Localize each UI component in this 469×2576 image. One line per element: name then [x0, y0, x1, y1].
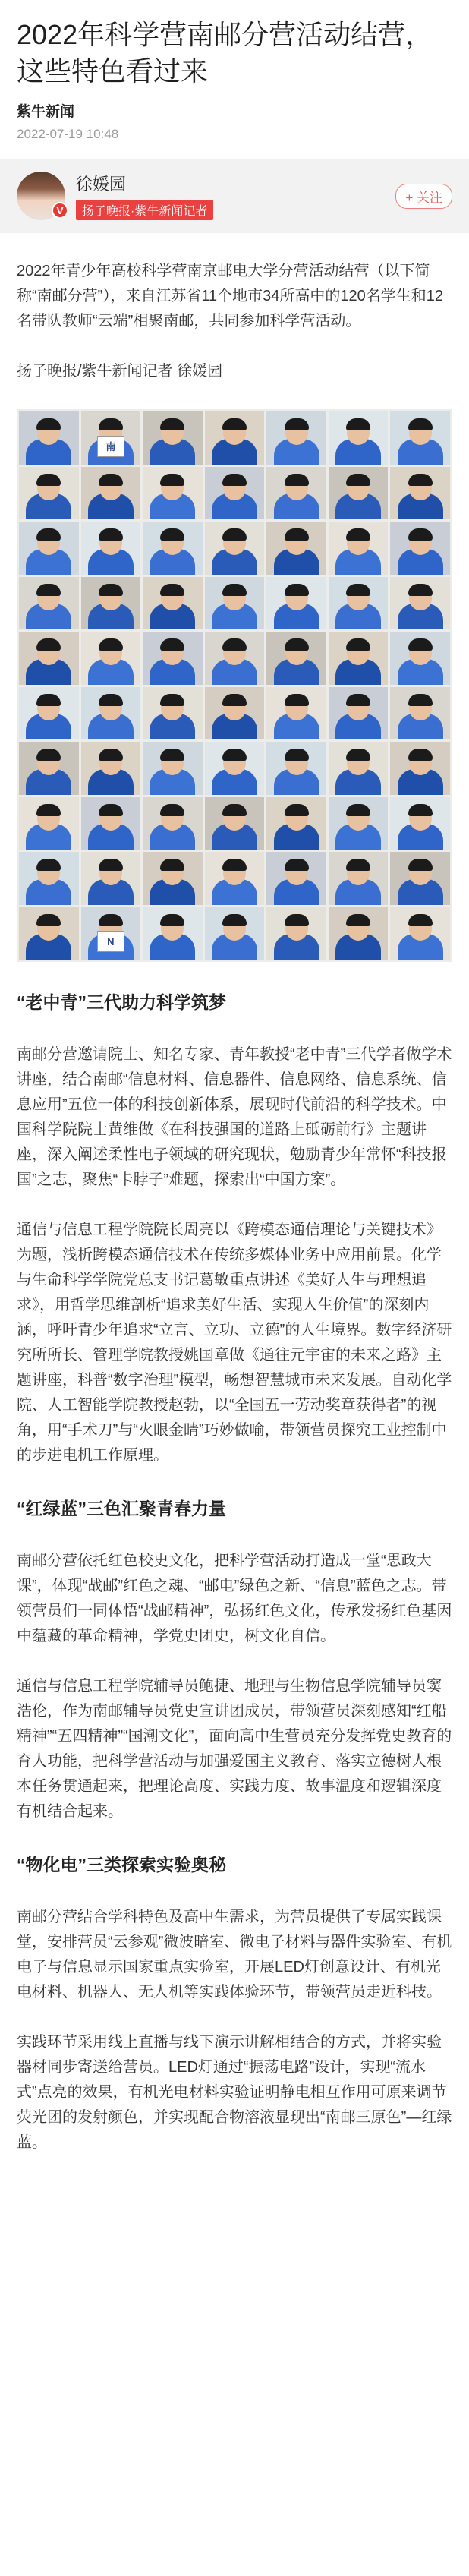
student-video-tile: [266, 577, 326, 630]
student-video-tile: [390, 632, 450, 685]
student-video-tile: [19, 632, 79, 685]
student-hair: [160, 528, 184, 541]
student-hair: [408, 694, 433, 706]
student-video-tile: [329, 742, 389, 795]
student-video-tile: [19, 907, 79, 960]
byline: 扬子晚报/紫牛新闻记者 徐媛园: [17, 363, 223, 380]
student-video-tile: [81, 687, 141, 740]
student-hair: [346, 528, 370, 541]
student-hair: [285, 859, 309, 871]
student-video-tile: [19, 522, 79, 575]
student-video-tile: [205, 797, 265, 850]
author-name[interactable]: 徐媛园: [76, 175, 127, 194]
student-hair: [99, 694, 123, 706]
student-hair: [285, 584, 309, 596]
section1-paragraph-1: 南邮分营邀请院士、知名专家、青年教授“老中青”三代学者做学术讲座，结合南邮“信息材料、信息器件、信息网络、信息系统、信息应用”五位一体的科技创新体系，展现时代前沿的科学技术。中国科学院院士黄维做《在科技强国的道路上砥砺前行》主题讲座，深入阐述柔性电子领域的研究现状，勉励青少年常怀“科技报国”之志，聚焦“卡脖子”难题，探索出“中国方案”。: [17, 1046, 452, 1188]
section-heading-3: “物化电”三类探索实验奥秘: [17, 1855, 226, 1874]
student-video-tile: [390, 411, 450, 465]
student-hair: [160, 584, 184, 596]
student-hair: [222, 418, 247, 430]
student-hair: [346, 694, 370, 706]
verified-icon: V: [52, 202, 68, 219]
student-video-tile: [266, 687, 326, 740]
student-video-tile: [390, 797, 450, 850]
student-video-tile: [81, 522, 141, 575]
student-video-tile: [143, 522, 203, 575]
student-video-tile: [205, 852, 265, 905]
student-video-tile: [19, 467, 79, 520]
student-video-tile: [19, 852, 79, 905]
author-tag: 扬子晚报·紫牛新闻记者: [76, 200, 213, 220]
student-hair: [285, 528, 309, 541]
student-video-tile: [329, 687, 389, 740]
student-video-tile: [205, 907, 265, 960]
student-hair: [36, 474, 61, 486]
student-hair: [160, 749, 184, 761]
student-video-tile: [329, 522, 389, 575]
section-heading-2: “红绿蓝”三色汇聚青春力量: [17, 1499, 226, 1518]
student-video-tile: [205, 687, 265, 740]
student-hair: [222, 584, 247, 596]
student-hair: [36, 528, 61, 541]
student-hair: [99, 638, 123, 651]
student-video-tile: [329, 797, 389, 850]
student-hair: [285, 804, 309, 816]
student-video-tile: [81, 577, 141, 630]
student-video-tile: [81, 797, 141, 850]
student-video-tile: [143, 852, 203, 905]
student-hair: [285, 418, 309, 430]
student-video-tile: [143, 687, 203, 740]
article-body: [0, 259, 469, 2155]
student-video-tile: [329, 907, 389, 960]
section-heading-1: “老中青”三代助力科学筑梦: [17, 992, 226, 1012]
author-card[interactable]: [0, 159, 469, 233]
student-hair: [99, 859, 123, 871]
student-hair: [222, 638, 247, 651]
student-hair: [285, 694, 309, 706]
held-sign: N: [97, 931, 124, 952]
student-hair: [222, 694, 247, 706]
student-video-tile: [143, 632, 203, 685]
student-hair: [408, 474, 433, 486]
student-hair: [36, 584, 61, 596]
student-hair: [160, 474, 184, 486]
student-hair: [222, 474, 247, 486]
student-video-tile: [266, 742, 326, 795]
student-hair: [36, 418, 61, 430]
group-photo-wall[interactable]: [17, 409, 452, 962]
student-video-tile: [329, 411, 389, 465]
student-video-tile: [266, 852, 326, 905]
student-video-tile: [19, 577, 79, 630]
student-video-tile: [81, 411, 141, 465]
student-video-tile: [329, 577, 389, 630]
student-video-tile: [266, 797, 326, 850]
student-video-tile: [266, 522, 326, 575]
student-hair: [346, 804, 370, 816]
student-video-tile: [266, 411, 326, 465]
article-title: 2022年科学营南邮分营活动结营，这些特色看过来: [17, 19, 433, 87]
student-video-tile: [205, 632, 265, 685]
publish-time: 2022-07-19 10:48: [17, 127, 119, 141]
student-hair: [160, 914, 184, 926]
held-sign: 南: [97, 436, 124, 457]
student-video-tile: [390, 852, 450, 905]
student-video-tile: [143, 797, 203, 850]
student-hair: [346, 584, 370, 596]
student-hair: [285, 638, 309, 651]
student-hair: [99, 584, 123, 596]
student-hair: [99, 528, 123, 541]
student-video-tile: [329, 852, 389, 905]
student-hair: [408, 584, 433, 596]
student-video-tile: [19, 411, 79, 465]
student-video-tile: [19, 687, 79, 740]
student-hair: [346, 638, 370, 651]
student-hair: [36, 749, 61, 761]
article-source[interactable]: 紫牛新闻: [17, 104, 75, 120]
student-video-tile: [205, 411, 265, 465]
student-video-tile: [329, 467, 389, 520]
follow-button[interactable]: + 关注: [395, 184, 452, 209]
student-video-tile: [143, 742, 203, 795]
student-hair: [408, 638, 433, 651]
student-video-tile: [266, 632, 326, 685]
student-video-tile: [205, 467, 265, 520]
student-hair: [285, 749, 309, 761]
author-avatar[interactable]: [17, 172, 65, 220]
student-video-tile: [390, 467, 450, 520]
student-hair: [346, 859, 370, 871]
student-video-tile: [81, 742, 141, 795]
student-hair: [36, 914, 61, 926]
student-video-tile: [390, 577, 450, 630]
student-hair: [36, 638, 61, 651]
student-video-tile: [390, 742, 450, 795]
section2-paragraph-1: 南邮分营依托红色校史文化，把科学营活动打造成一堂“思政大课”，体现“战邮”红色之魂、“邮电”绿色之新、“信息”蓝色之志。带领营员们一同体悟“战邮精神”，弘扬红色文化，传承发扬红色基因中蕴藏的革命精神，学党史团史，树文化自信。: [17, 1553, 452, 1644]
student-hair: [285, 474, 309, 486]
student-video-tile: [81, 852, 141, 905]
student-hair: [99, 914, 123, 926]
student-video-tile: [143, 907, 203, 960]
student-video-tile: [266, 907, 326, 960]
student-hair: [99, 804, 123, 816]
section1-paragraph-2: 通信与信息工程学院院长周亮以《跨模态通信理论与关键技术》为题，浅析跨模态通信技术在传统多媒体业务中应用前景。化学与生命科学学院党总支书记葛敏重点讲述《美好人生与理想追求》，用哲学思维剖析“追求美好生活、实现人生价值”的深刻内涵，呼吁青少年追求“立言、立功、立德”的人生境界。数字经济研究所所长、管理学院教授姚国章做《通往元宇宙的未来之路》主题讲座，科普“数字治理”模型，畅想智慧城市未来发展。自动化学院、人工智能学院教授赵勃，以“全国五一劳动奖章获得者”的视角，用“手术刀”与“火眼金睛”巧妙做喻，带领营员探究工业控制中的步进电机工作原理。: [17, 1222, 452, 1464]
student-video-tile: [205, 577, 265, 630]
student-hair: [346, 474, 370, 486]
author-info: [76, 172, 395, 220]
student-hair: [408, 528, 433, 541]
student-hair: [408, 749, 433, 761]
student-video-tile: [143, 467, 203, 520]
student-hair: [36, 694, 61, 706]
student-video-tile: [329, 632, 389, 685]
student-video-tile: [19, 742, 79, 795]
student-video-tile: [390, 687, 450, 740]
student-hair: [160, 694, 184, 706]
student-video-tile: [390, 522, 450, 575]
student-video-tile: [143, 411, 203, 465]
student-hair: [222, 749, 247, 761]
student-hair: [160, 859, 184, 871]
student-hair: [36, 804, 61, 816]
student-video-tile: [143, 577, 203, 630]
section2-paragraph-2: 通信与信息工程学院辅导员鲍捷、地理与生物信息学院辅导员窦浩伦，作为南邮辅导员党史宣讲团成员，带领营员深刻感知“红船精神”“五四精神”“国潮文化”，面向高中生营员充分发挥党史教育的育人功能，把科学营活动与加强爱国主义教育、落实立德树人根本任务贯通起来，把理论高度、实践力度、故事温度和逻辑深度有机结合起来。: [17, 1678, 452, 1820]
student-hair: [160, 418, 184, 430]
student-hair: [346, 914, 370, 926]
student-hair: [99, 749, 123, 761]
student-video-tile: [81, 632, 141, 685]
student-video-tile: [205, 742, 265, 795]
student-hair: [222, 914, 247, 926]
section3-paragraph-2: 实践环节采用线上直播与线下演示讲解相结合的方式，并将实验器材同步寄送给营员。LED灯通过“振荡电路”设计，实现“流水式”点亮的效果，有机光电材料实验证明静电相互作用可原来调节荧光团的发射颜色，并实现配合物溶液显现出“南邮三原色”—红绿蓝。: [17, 2034, 452, 2151]
student-video-tile: [266, 467, 326, 520]
student-hair: [222, 859, 247, 871]
student-video-tile: [81, 467, 141, 520]
intro-paragraph: 2022年青少年高校科学营南京邮电大学分营活动结营（以下简称“南邮分营”），来自江苏省11个地市34所高中的120名学生和12名带队教师“云端”相聚南邮，共同参加科学营活动。: [17, 263, 443, 329]
student-hair: [36, 859, 61, 871]
student-hair: [222, 804, 247, 816]
student-hair: [408, 859, 433, 871]
student-hair: [346, 749, 370, 761]
student-video-tile: [390, 907, 450, 960]
student-hair: [99, 418, 123, 430]
student-hair: [408, 804, 433, 816]
article-header: [0, 0, 469, 142]
student-hair: [222, 528, 247, 541]
section3-paragraph-1: 南邮分营结合学科特色及高中生需求，为营员提供了专属实践课堂，安排营员“云参观”微波暗室、微电子材料与器件实验室、有机电子与信息显示国家重点实验室，开展LED灯创意设计、有机光电材料、机器人、无人机等实践体验环节，带领营员走近科技。: [17, 1909, 452, 2001]
student-video-tile: [205, 522, 265, 575]
student-hair: [346, 418, 370, 430]
student-hair: [408, 914, 433, 926]
student-hair: [285, 914, 309, 926]
student-video-tile: [81, 907, 141, 960]
student-hair: [160, 638, 184, 651]
student-hair: [408, 418, 433, 430]
student-video-tile: [19, 797, 79, 850]
student-hair: [160, 804, 184, 816]
student-hair: [99, 474, 123, 486]
